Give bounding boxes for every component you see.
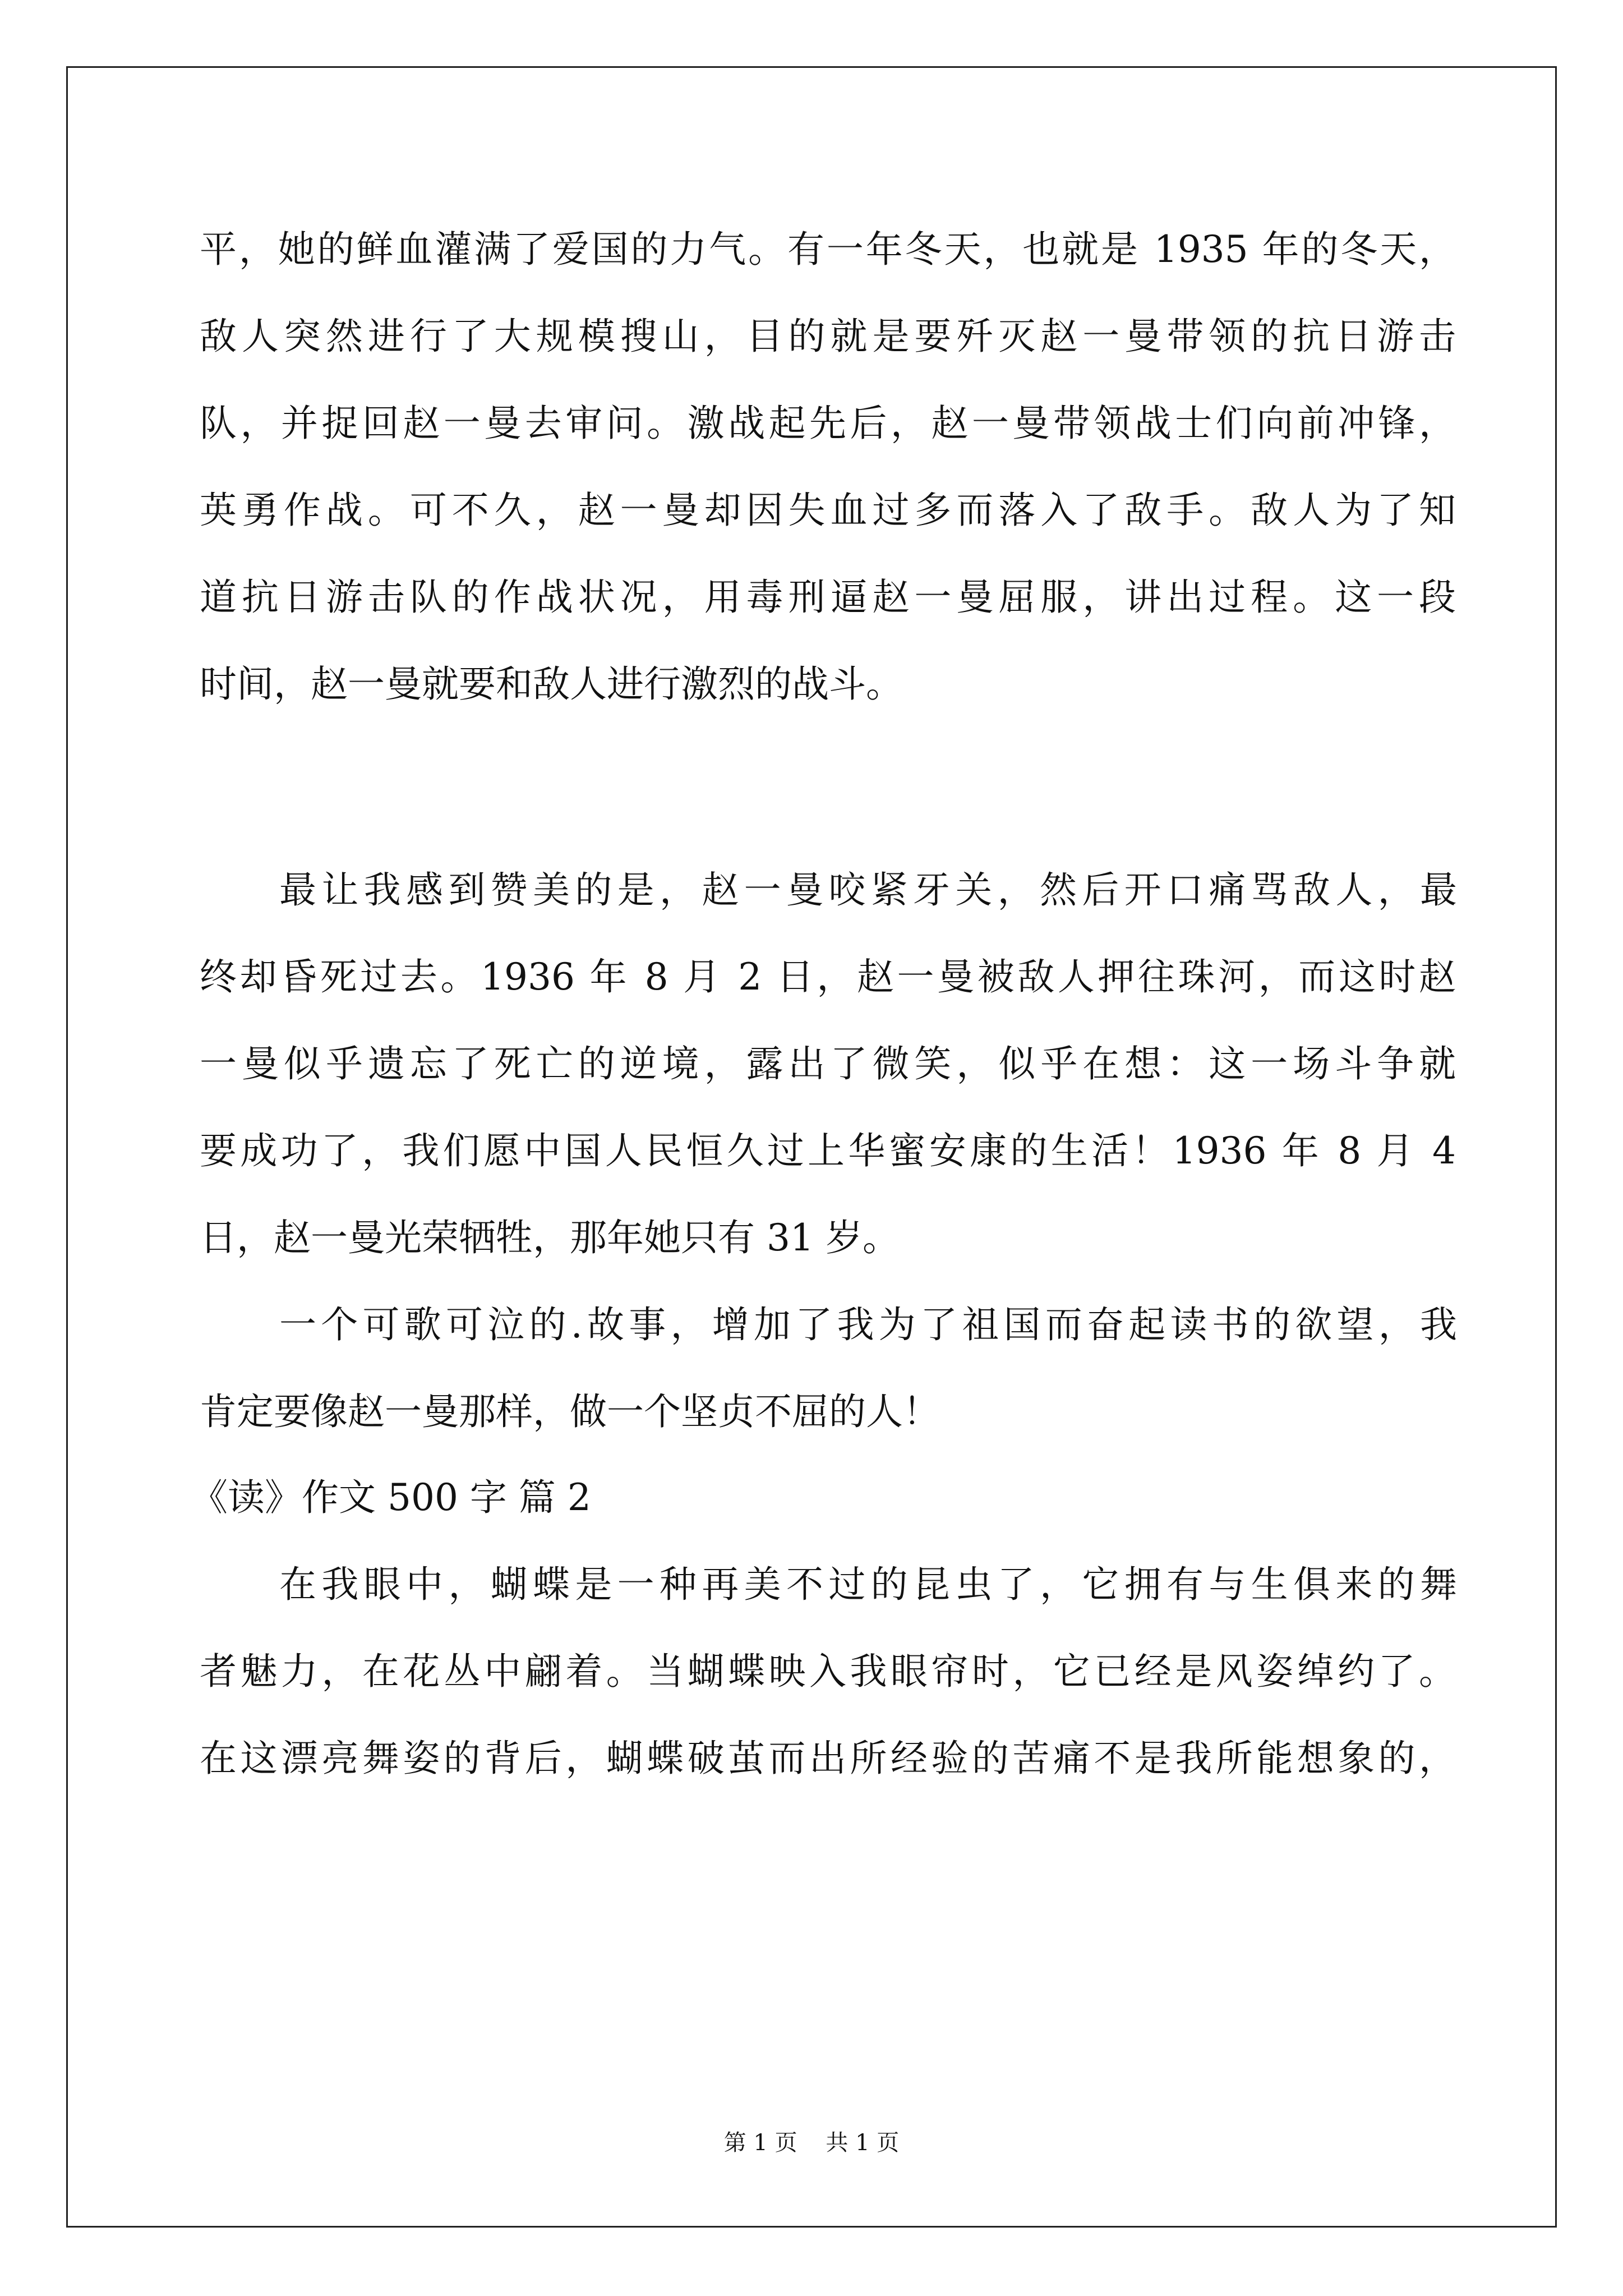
paragraph-3-line-1: 一个可歌可泣的.故事，增加了我为了祖国而奋起读书的欲望，我 <box>279 1303 1457 1346</box>
page-footer: 第 1 页 共 1 页 <box>723 2130 900 2156</box>
paragraph-2-line-5: 日，赵一曼光荣牺牲，那年她只有 31 岁。 <box>200 1216 900 1259</box>
paragraph-1-line-4: 英勇作战。可不久，赵一曼却因失血过多而落入了敌手。敌人为了知 <box>200 489 1456 532</box>
paragraph-1-line-1: 平，她的鲜血灌满了爱国的力气。有一年冬天，也就是 1935 年的冬天， <box>200 228 1456 271</box>
paragraph-1-line-3: 队，并捉回赵一曼去审问。激战起先后，赵一曼带领战士们向前冲锋， <box>200 402 1456 445</box>
paragraph-4-line-2: 者魅力，在花丛中翩着。当蝴蝶映入我眼帘时，它已经是风姿绰约了。 <box>200 1650 1456 1693</box>
paragraph-4-line-3: 在这漂亮舞姿的背后，蝴蝶破茧而出所经验的苦痛不是我所能想象的， <box>200 1737 1456 1780</box>
paragraph-2-line-2: 终却昏死过去。1936 年 8 月 2 日，赵一曼被敌人押往珠河，而这时赵 <box>200 955 1456 999</box>
paragraph-2-line-1: 最让我感到赞美的是，赵一曼咬紧牙关，然后开口痛骂敌人，最 <box>279 868 1457 912</box>
paragraph-2-line-3: 一曼似乎遗忘了死亡的逆境，露出了微笑，似乎在想：这一场斗争就 <box>200 1042 1456 1085</box>
section-heading: 《读》作文 500 字 篇 2 <box>191 1476 591 1519</box>
paragraph-1-line-5: 道抗日游击队的作战状况，用毒刑逼赵一曼屈服，讲出过程。这一段 <box>200 576 1456 619</box>
paragraph-3-line-2: 肯定要像赵一曼那样，做一个坚贞不屈的人！ <box>200 1390 940 1433</box>
paragraph-1-line-6: 时间，赵一曼就要和敌人进行激烈的战斗。 <box>200 662 903 706</box>
paragraph-4-line-1: 在我眼中，蝴蝶是一种再美不过的昆虫了，它拥有与生俱来的舞 <box>279 1563 1457 1606</box>
paragraph-1-line-2: 敌人突然进行了大规模搜山，目的就是要歼灭赵一曼带领的抗日游击 <box>200 315 1456 358</box>
paragraph-2-line-4: 要成功了，我们愿中国人民恒久过上华蜜安康的生活！1936 年 8 月 4 <box>200 1129 1456 1172</box>
